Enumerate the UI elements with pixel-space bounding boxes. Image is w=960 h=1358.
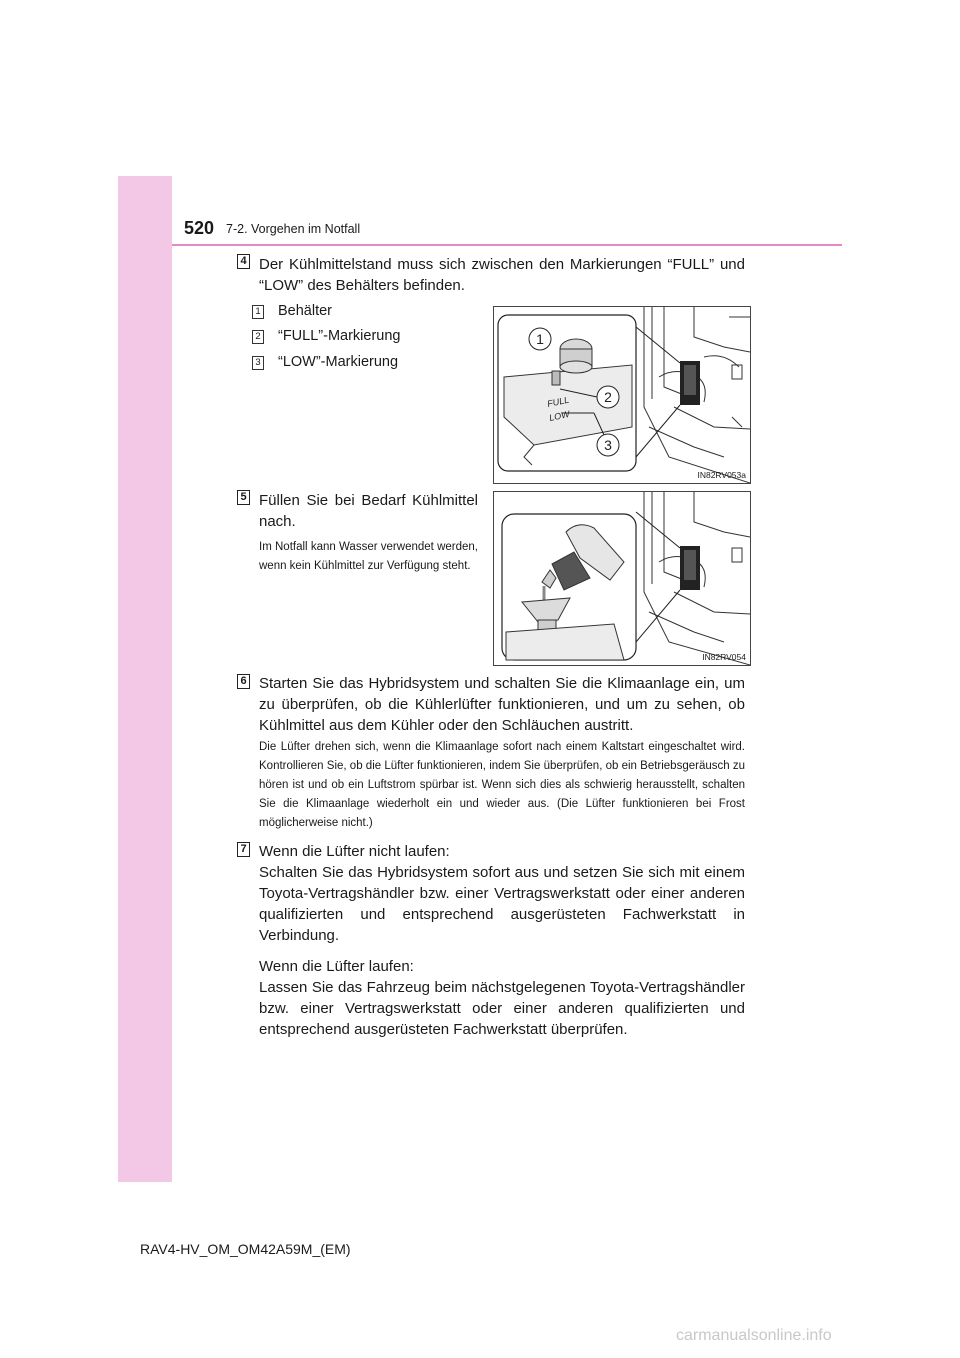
step-6-note: Die Lüfter drehen sich, wenn die Klimaanlage sofort nach einem Kaltstart eingeschaltet wird. Kontrollieren Sie, ob die Lüfter funktionieren, indem Sie überprüfen, ob ein Betriebsgeräusch zu hören ist und ob ein Luftstrom spürbar ist. Wenn sich dies als schwierig herausstellt, schalten Sie die Klimaanlage wiederholt ein und wieder aus. (Die Lüfter funktionieren bei Frost möglicherweise nicht.) [259,741,745,829]
document-code: RAV4-HV_OM_OM42A59M_(EM) [140,1241,351,1257]
legend-3-label: “LOW”-Markierung [278,354,399,370]
legend-2-label: “FULL”-Markierung [278,328,401,344]
figure-code: IN82RV054 [702,652,746,662]
legend-3-badge: 3 [252,356,264,370]
callout-3: 3 [604,437,612,453]
section-title: 7-2. Vorgehen im Notfall [226,222,361,236]
step-4-badge: 4 [237,254,250,269]
header-divider [172,244,842,246]
figure-code: IN82RV053a [697,470,746,480]
low-mark-label: LOW [548,408,571,423]
callout-2: 2 [604,389,612,405]
legend-2-badge: 2 [252,330,264,344]
step-5-text: Füllen Sie bei Bedarf Kühlmittel nach. [259,492,478,530]
coolant-refill-figure [493,491,751,666]
step-7-text-1: Schalten Sie das Hybridsystem sofort aus und setzen Sie sich mit einem Toyota-Vertragshändler bzw. einer Vertragswerkstatt oder einer anderen qualifizierten und entsprechend ausgerüsteten Fachwerkstatt in Verbindung. [259,864,745,944]
step-6-badge: 6 [237,674,250,689]
coolant-reservoir-illustration [494,307,750,483]
legend-1-label: Behälter [278,303,333,319]
callout-1: 1 [536,331,544,347]
page-number: 520 [184,218,215,238]
step-4-text: Der Kühlmittelstand muss sich zwischen den Markierungen “FULL” und “LOW” des Behälters befinden. [259,256,745,294]
full-mark-label: FULL [546,394,570,409]
step-7-condition-1: Wenn die Lüfter nicht laufen: [259,843,450,860]
watermark: carmanualsonline.info [676,1327,832,1344]
coolant-reservoir-figure [493,306,751,484]
step-7-badge: 7 [237,842,250,857]
chapter-sidebar-tab [118,176,172,1182]
step-7-condition-2: Wenn die Lüfter laufen: [259,958,414,975]
step-5-note: Im Notfall kann Wasser verwendet werden, wenn kein Kühlmittel zur Verfügung steht. [259,541,478,572]
legend-1-badge: 1 [252,305,264,319]
step-6-text: Starten Sie das Hybridsystem und schalten Sie die Klimaanlage ein, um zu überprüfen, ob die Kühlerlüfter funktionieren, und um zu sehen, ob Kühlmittel aus dem Kühler oder den Schläuchen austritt. [259,675,745,734]
coolant-refill-illustration [494,492,750,665]
step-5-badge: 5 [237,490,250,505]
step-7-text-2: Lassen Sie das Fahrzeug beim nächstgelegenen Toyota-Vertragshändler bzw. einer Vertragswerkstatt oder einer anderen qualifizierten und entsprechend ausgerüsteten Fachwerkstatt überprüfen. [259,979,745,1038]
